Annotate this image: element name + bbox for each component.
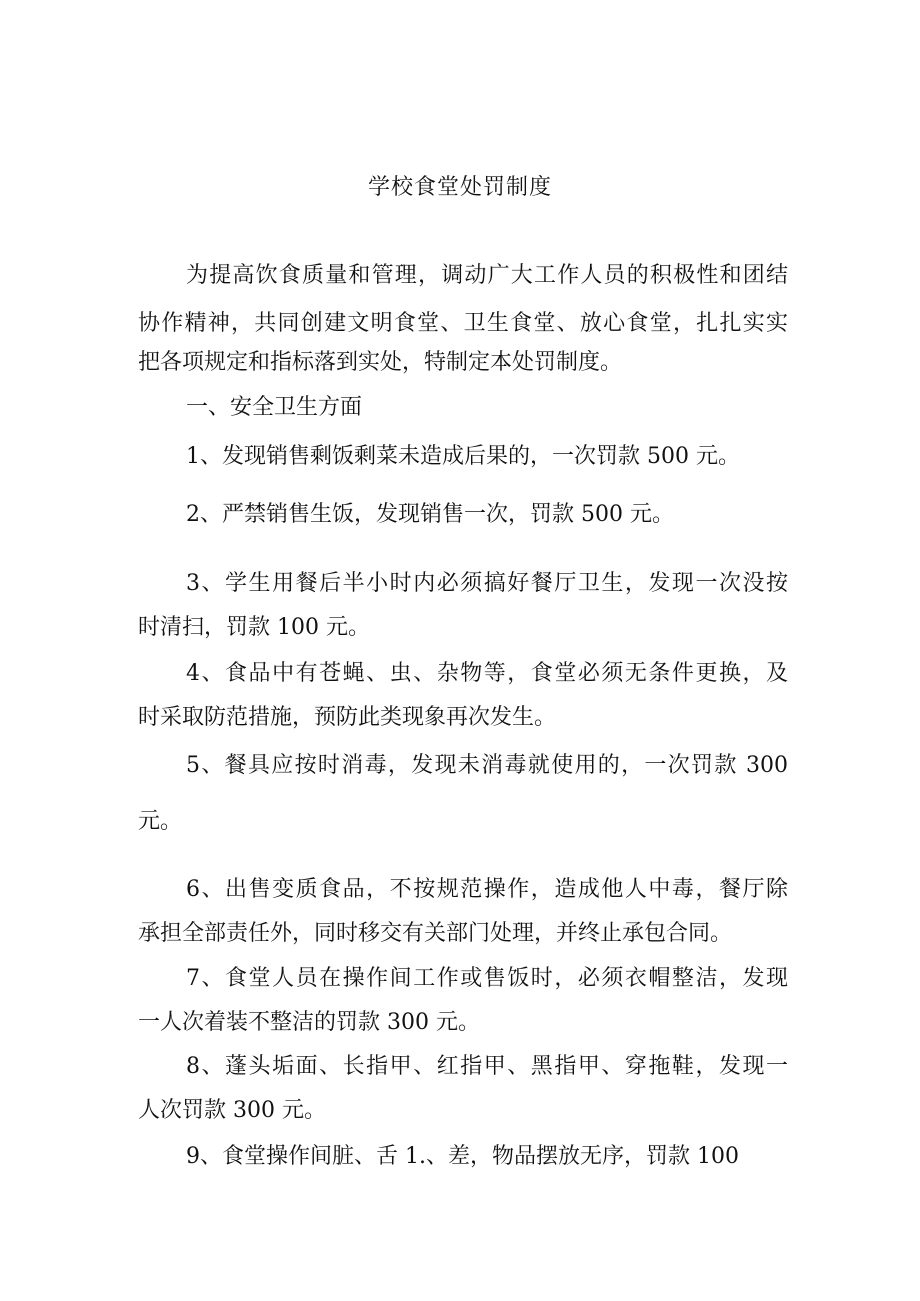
list-item: 3、学生用餐后半小时内必须搞好餐厅卫生，发现一次没按	[186, 571, 788, 596]
page-title: 学校食堂处罚制度	[367, 175, 552, 200]
paragraph-line: 把各项规定和指标落到实处，特制定本处罚制度。	[138, 350, 623, 375]
list-item: 2、严禁销售生饭，发现销售一次，罚款 500 元。	[186, 502, 674, 527]
list-item-continuation: 时采取防范措施，预防此类现象再次发生。	[138, 705, 557, 730]
section-heading: 一、安全卫生方面	[186, 395, 363, 420]
list-item-continuation: 人次罚款 300 元。	[138, 1098, 326, 1123]
list-item-continuation: 承担全部责任外，同时移交有关部门处理，并终止承包合同。	[138, 921, 733, 946]
list-item: 5、餐具应按时消毒，发现未消毒就使用的，一次罚款 300	[186, 753, 788, 778]
list-item: 7、食堂人员在操作间工作或售饭时，必须衣帽整洁，发现	[186, 966, 788, 991]
paragraph-line: 为提高饮食质量和管理，调动广大工作人员的积极性和团结	[186, 263, 788, 288]
list-item: 1、发现销售剩饭剩菜未造成后果的，一次罚款 500 元。	[186, 444, 740, 469]
list-item: 9、食堂操作间脏、舌 1.、差，物品摆放无序，罚款 100	[186, 1144, 739, 1169]
list-item-continuation: 时清扫，罚款 100 元。	[138, 615, 370, 640]
list-item: 4、食品中有苍蝇、虫、杂物等，食堂必须无条件更换，及	[186, 661, 788, 686]
list-item: 6、出售变质食品，不按规范操作，造成他人中毒，餐厅除	[186, 877, 788, 902]
paragraph-line: 协作精神，共同创建文明食堂、卫生食堂、放心食堂，扎扎实实	[138, 311, 788, 336]
list-item-continuation: 元。	[138, 809, 183, 834]
list-item: 8、蓬头垢面、长指甲、红指甲、黑指甲、穿拖鞋，发现一	[186, 1054, 788, 1079]
list-item-continuation: 一人次着装不整洁的罚款 300 元。	[138, 1010, 480, 1035]
